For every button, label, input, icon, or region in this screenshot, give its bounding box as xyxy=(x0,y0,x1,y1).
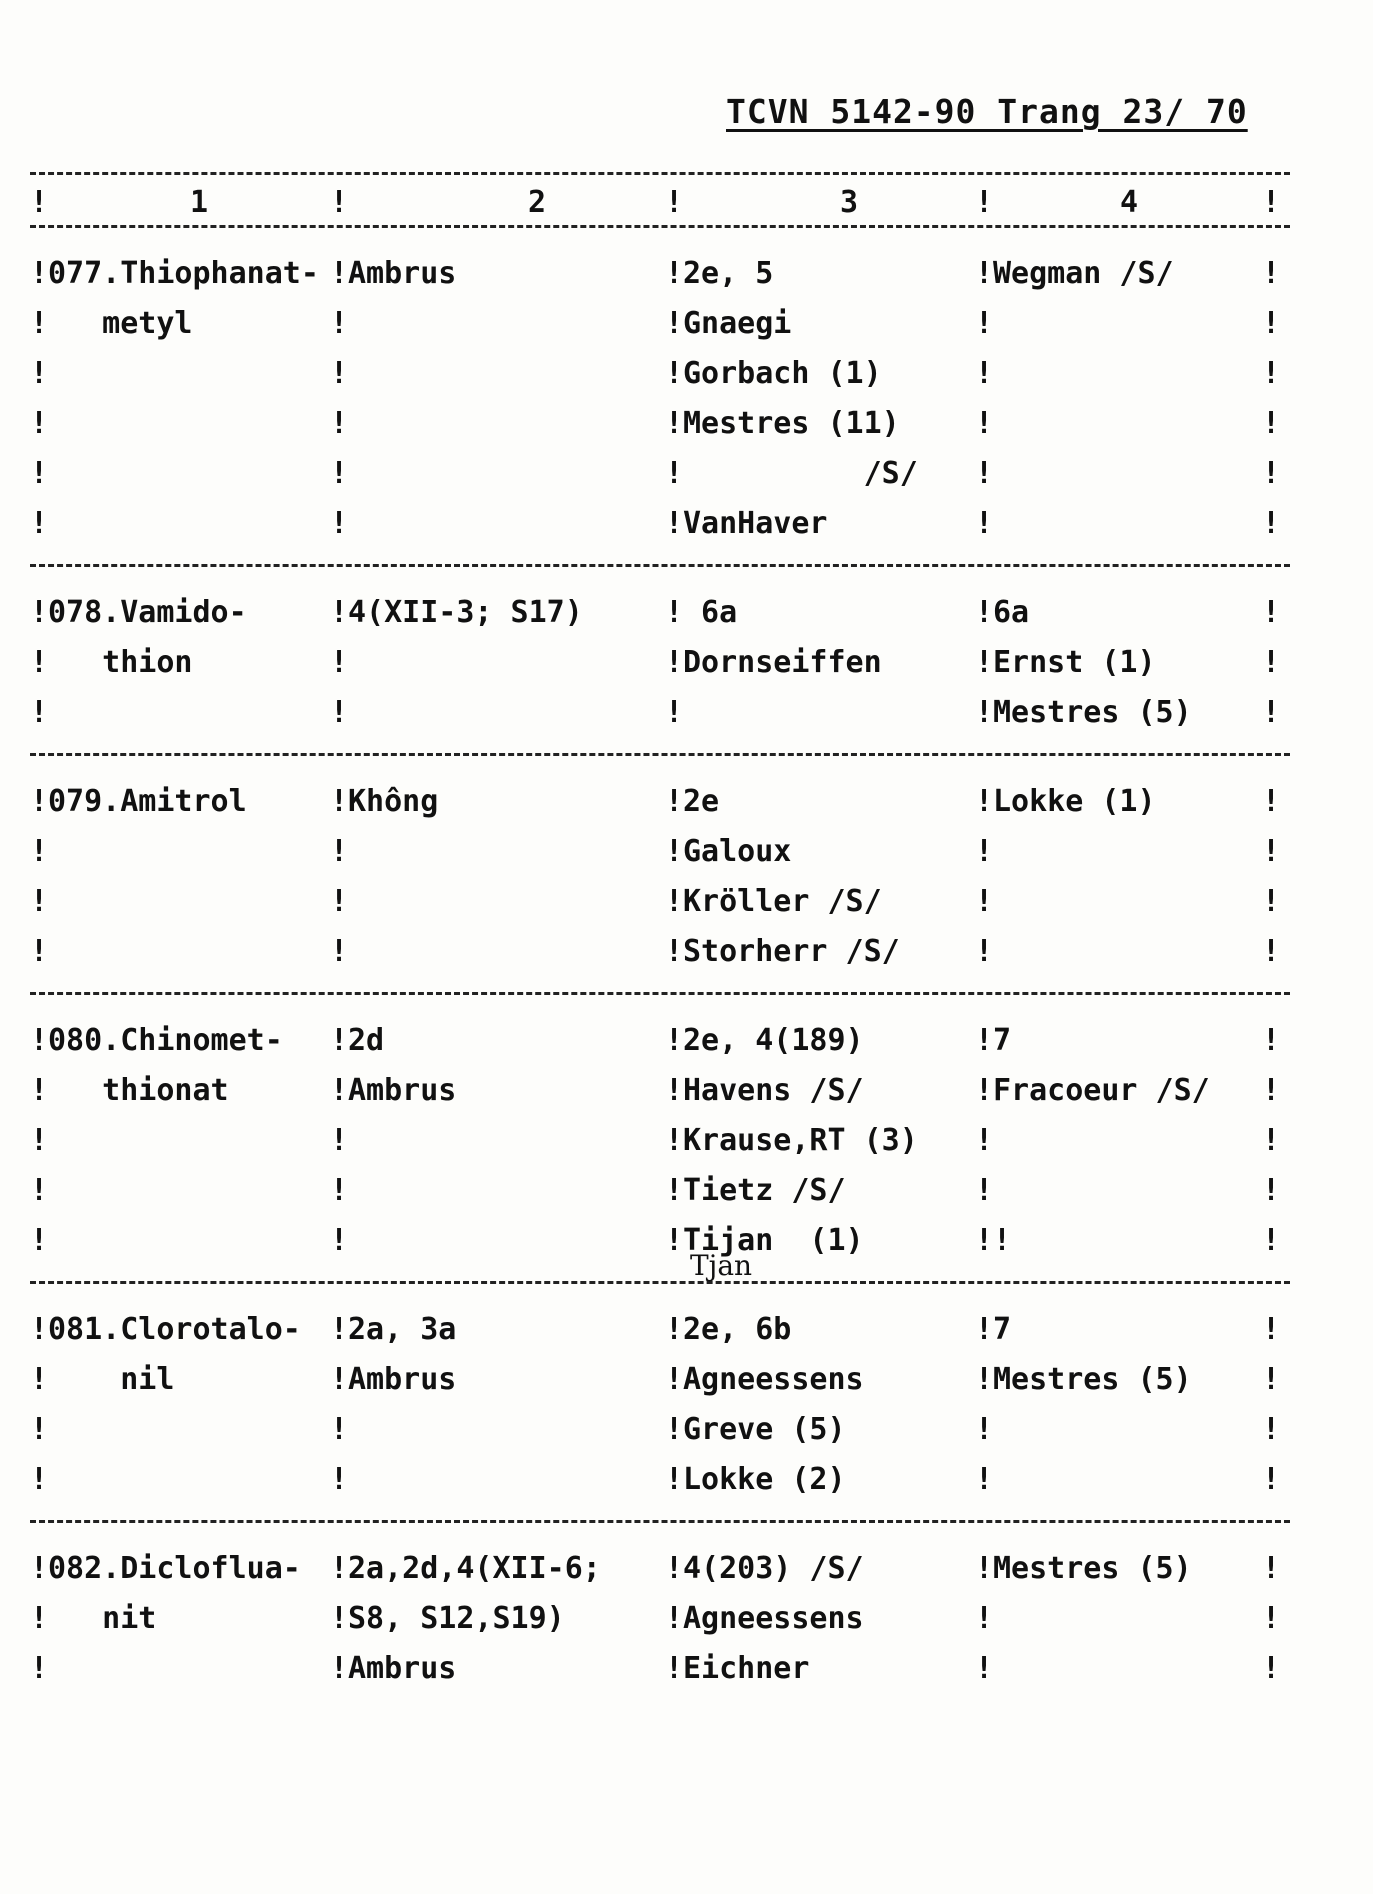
column-separator: ! xyxy=(975,884,994,919)
table-row xyxy=(30,346,1290,396)
table-cell: Ambrus xyxy=(348,1651,457,1686)
column-separator: ! xyxy=(330,256,349,291)
column-separator: ! xyxy=(665,695,684,730)
table-cell: Eichner xyxy=(683,1651,810,1686)
column-separator: ! xyxy=(330,1462,349,1497)
column-separator: ! xyxy=(330,784,349,819)
table-cell: 2a,2d,4(XII-6; xyxy=(348,1551,601,1586)
column-separator: ! xyxy=(665,185,684,220)
column-separator: ! xyxy=(330,934,349,969)
table-cell: Không xyxy=(348,784,439,819)
column-separator: ! xyxy=(30,595,49,630)
table-cell: Tietz /S/ xyxy=(683,1173,846,1208)
column-separator: ! xyxy=(1262,1223,1281,1258)
column-separator: ! xyxy=(665,1412,684,1447)
table-row xyxy=(30,1452,1290,1502)
table-cell: thion xyxy=(48,645,193,680)
table-cell: 079.Amitrol xyxy=(48,784,247,819)
table-cell: VanHaver xyxy=(683,506,828,541)
column-separator: ! xyxy=(1262,834,1281,869)
table-row xyxy=(30,296,1290,346)
column-separator: ! xyxy=(665,645,684,680)
column-separator: ! xyxy=(975,784,994,819)
column-separator: ! xyxy=(30,834,49,869)
column-separator: ! xyxy=(330,1173,349,1208)
column-separator: ! xyxy=(665,1023,684,1058)
table-cell: thionat xyxy=(48,1073,229,1108)
table-cell: 077.Thiophanat- xyxy=(48,256,319,291)
column-separator: ! xyxy=(330,406,349,441)
table-row xyxy=(30,1063,1290,1113)
column-separator: ! xyxy=(30,356,49,391)
table-row xyxy=(30,635,1290,685)
page-header: TCVN 5142-90 Trang 23/ 70 xyxy=(726,92,1248,131)
table-row xyxy=(30,246,1290,296)
column-separator: ! xyxy=(1262,695,1281,730)
column-separator: ! xyxy=(975,456,994,491)
column-separator: ! xyxy=(975,595,994,630)
column-separator: ! xyxy=(30,784,49,819)
column-separator: ! xyxy=(30,185,49,220)
column-separator: ! xyxy=(30,1223,49,1258)
column-separator: ! xyxy=(330,695,349,730)
column-separator: ! xyxy=(1262,256,1281,291)
column-separator: ! xyxy=(1262,406,1281,441)
table-cell: Gnaegi xyxy=(683,306,792,341)
table-row xyxy=(30,1113,1290,1163)
table-cell: /S/ xyxy=(683,456,918,491)
column-separator: ! xyxy=(30,1412,49,1447)
table-row xyxy=(30,774,1290,824)
column-separator: ! xyxy=(330,1551,349,1586)
table-cell: Lokke (1) xyxy=(993,784,1156,819)
table-cell: Greve (5) xyxy=(683,1412,846,1447)
column-separator: ! xyxy=(330,1223,349,1258)
table-cell: Tijan (1) xyxy=(683,1223,864,1258)
column-separator: ! xyxy=(30,1651,49,1686)
column-separator: ! xyxy=(1262,1362,1281,1397)
table-cell: metyl xyxy=(48,306,193,341)
table-cell: Gorbach (1) xyxy=(683,356,882,391)
column-separator: ! xyxy=(975,356,994,391)
table-row xyxy=(30,1352,1290,1402)
table-cell: 2e, 5 xyxy=(683,256,774,291)
column-separator: ! xyxy=(665,1073,684,1108)
table-cell: 6a xyxy=(993,595,1030,630)
table-row xyxy=(30,496,1290,546)
table-cell: Agneessens xyxy=(683,1601,864,1636)
column-separator: ! xyxy=(665,356,684,391)
table-header-row xyxy=(30,175,1290,225)
column-separator: ! xyxy=(30,645,49,680)
column-separator: ! xyxy=(665,1223,684,1258)
column-separator: ! xyxy=(665,784,684,819)
column-separator: ! xyxy=(665,1601,684,1636)
column-separator: ! xyxy=(30,306,49,341)
column-separator: ! xyxy=(30,1312,49,1347)
table-cell: 078.Vamido- xyxy=(48,595,247,630)
column-separator: ! xyxy=(1262,645,1281,680)
table-row xyxy=(30,585,1290,635)
table-cell: 2e, 6b xyxy=(683,1312,792,1347)
table-row xyxy=(30,1641,1290,1691)
column-separator: ! xyxy=(1262,506,1281,541)
column-separator: ! xyxy=(975,1173,994,1208)
column-separator: ! xyxy=(1262,185,1281,220)
column-separator: ! xyxy=(1262,595,1281,630)
table-cell: 080.Chinomet- xyxy=(48,1023,283,1058)
table-cell: Storherr /S/ xyxy=(683,934,900,969)
table-cell: Ambrus xyxy=(348,256,457,291)
column-separator: ! xyxy=(665,1551,684,1586)
table-cell: Havens /S/ xyxy=(683,1073,864,1108)
column-separator: ! xyxy=(1262,884,1281,919)
table-cell: Galoux xyxy=(683,834,792,869)
column-separator: ! xyxy=(975,506,994,541)
column-separator: ! xyxy=(665,506,684,541)
table-cell: 7 xyxy=(993,1023,1012,1058)
table-row xyxy=(30,824,1290,874)
table-cell: 2e xyxy=(683,784,720,819)
column-separator: ! xyxy=(1262,306,1281,341)
column-separator: ! xyxy=(30,506,49,541)
column-separator: ! xyxy=(665,256,684,291)
column-separator: ! xyxy=(975,1123,994,1158)
column-separator: ! xyxy=(1262,456,1281,491)
column-separator: ! xyxy=(1262,1023,1281,1058)
column-separator: ! xyxy=(1262,1073,1281,1108)
column-separator: ! xyxy=(330,834,349,869)
table-cell: 4(203) /S/ xyxy=(683,1551,864,1586)
column-separator: ! xyxy=(330,356,349,391)
table-cell: 082.Dicloflua- xyxy=(48,1551,301,1586)
column-separator: ! xyxy=(30,256,49,291)
column-separator: ! xyxy=(975,695,994,730)
column-separator: ! xyxy=(330,645,349,680)
column-separator: ! xyxy=(30,884,49,919)
column-separator: ! xyxy=(975,1651,994,1686)
table-row xyxy=(30,685,1290,735)
table-cell: ! xyxy=(993,1223,1012,1258)
column-separator: ! xyxy=(30,1462,49,1497)
column-separator: ! xyxy=(1262,1462,1281,1497)
column-separator: ! xyxy=(665,595,684,630)
table-cell: 4(XII-3; S17) xyxy=(348,595,583,630)
column-separator: ! xyxy=(330,595,349,630)
table-cell: Ernst (1) xyxy=(993,645,1156,680)
column-separator: ! xyxy=(665,1651,684,1686)
column-separator: ! xyxy=(975,1362,994,1397)
table-row xyxy=(30,1402,1290,1452)
column-separator: ! xyxy=(30,456,49,491)
table-row xyxy=(30,1591,1290,1641)
table-cell: Mestres (5) xyxy=(993,1551,1192,1586)
table-cell: Ambrus xyxy=(348,1362,457,1397)
column-separator: ! xyxy=(665,306,684,341)
column-separator: ! xyxy=(330,1023,349,1058)
column-separator: ! xyxy=(330,1073,349,1108)
column-separator: ! xyxy=(975,1073,994,1108)
column-separator: ! xyxy=(975,1023,994,1058)
column-separator: ! xyxy=(30,1123,49,1158)
column-separator: ! xyxy=(330,506,349,541)
handwritten-note: Tjan xyxy=(690,1249,753,1282)
table-row xyxy=(30,1541,1290,1591)
column-separator: ! xyxy=(975,406,994,441)
table-cell: Kröller /S/ xyxy=(683,884,882,919)
column-separator: ! xyxy=(975,185,994,220)
column-separator: ! xyxy=(30,934,49,969)
table-row xyxy=(30,874,1290,924)
column-separator: ! xyxy=(975,834,994,869)
column-header-3: 3 xyxy=(840,185,859,220)
table-cell: nil xyxy=(48,1362,175,1397)
column-separator: ! xyxy=(330,185,349,220)
column-separator: ! xyxy=(1262,1412,1281,1447)
column-separator: ! xyxy=(330,1312,349,1347)
column-header-4: 4 xyxy=(1120,185,1139,220)
table-cell: 2a, 3a xyxy=(348,1312,457,1347)
column-separator: ! xyxy=(330,1651,349,1686)
table-cell: 7 xyxy=(993,1312,1012,1347)
column-separator: ! xyxy=(665,1123,684,1158)
table-cell: 2d xyxy=(348,1023,385,1058)
table-cell: Fracoeur /S/ xyxy=(993,1073,1210,1108)
column-separator: ! xyxy=(975,645,994,680)
column-separator: ! xyxy=(1262,1551,1281,1586)
column-separator: ! xyxy=(665,456,684,491)
column-separator: ! xyxy=(665,406,684,441)
column-separator: ! xyxy=(330,884,349,919)
table-cell: Ambrus xyxy=(348,1073,457,1108)
column-separator: ! xyxy=(30,1073,49,1108)
column-separator: ! xyxy=(665,934,684,969)
column-separator: ! xyxy=(30,1362,49,1397)
column-separator: ! xyxy=(1262,1173,1281,1208)
column-separator: ! xyxy=(665,884,684,919)
column-separator: ! xyxy=(1262,1651,1281,1686)
column-separator: ! xyxy=(975,256,994,291)
column-separator: ! xyxy=(665,1173,684,1208)
column-separator: ! xyxy=(1262,1601,1281,1636)
data-table xyxy=(30,162,1290,1691)
table-row xyxy=(30,924,1290,974)
column-separator: ! xyxy=(665,1462,684,1497)
column-header-1: 1 xyxy=(190,185,209,220)
column-separator: ! xyxy=(30,695,49,730)
column-separator: ! xyxy=(975,1551,994,1586)
column-separator: ! xyxy=(1262,356,1281,391)
table-cell: 6a xyxy=(683,595,738,630)
table-cell: Krause,RT (3) xyxy=(683,1123,918,1158)
column-separator: ! xyxy=(30,1551,49,1586)
column-separator: ! xyxy=(330,1412,349,1447)
column-separator: ! xyxy=(975,1412,994,1447)
column-separator: ! xyxy=(1262,1123,1281,1158)
column-separator: ! xyxy=(330,306,349,341)
table-cell: Agneessens xyxy=(683,1362,864,1397)
column-separator: ! xyxy=(330,1123,349,1158)
table-row xyxy=(30,396,1290,446)
column-separator: ! xyxy=(1262,1312,1281,1347)
table-row xyxy=(30,446,1290,496)
column-separator: ! xyxy=(330,456,349,491)
table-cell: S8, S12,S19) xyxy=(348,1601,565,1636)
table-row xyxy=(30,1013,1290,1063)
table-cell: nit xyxy=(48,1601,157,1636)
table-cell: Dornseiffen xyxy=(683,645,882,680)
column-separator: ! xyxy=(30,1023,49,1058)
column-separator: ! xyxy=(330,1362,349,1397)
table-cell: Wegman /S/ xyxy=(993,256,1174,291)
column-separator: ! xyxy=(665,1362,684,1397)
column-separator: ! xyxy=(975,934,994,969)
column-separator: ! xyxy=(1262,784,1281,819)
table-cell: Mestres (5) xyxy=(993,695,1192,730)
table-cell: Mestres (5) xyxy=(993,1362,1192,1397)
column-separator: ! xyxy=(1262,934,1281,969)
table-cell: 081.Clorotalo- xyxy=(48,1312,301,1347)
table-row xyxy=(30,1213,1290,1263)
column-separator: ! xyxy=(975,1312,994,1347)
column-separator: ! xyxy=(30,406,49,441)
column-separator: ! xyxy=(30,1173,49,1208)
table-row xyxy=(30,1163,1290,1213)
column-header-2: 2 xyxy=(528,185,547,220)
column-separator: ! xyxy=(665,834,684,869)
column-separator: ! xyxy=(975,1462,994,1497)
table-cell: 2e, 4(189) xyxy=(683,1023,864,1058)
table-cell: Mestres (11) xyxy=(683,406,900,441)
column-separator: ! xyxy=(665,1312,684,1347)
table-row xyxy=(30,1302,1290,1352)
table-cell: Lokke (2) xyxy=(683,1462,846,1497)
column-separator: ! xyxy=(330,1601,349,1636)
column-separator: ! xyxy=(30,1601,49,1636)
column-separator: ! xyxy=(975,1223,994,1258)
column-separator: ! xyxy=(975,306,994,341)
column-separator: ! xyxy=(975,1601,994,1636)
